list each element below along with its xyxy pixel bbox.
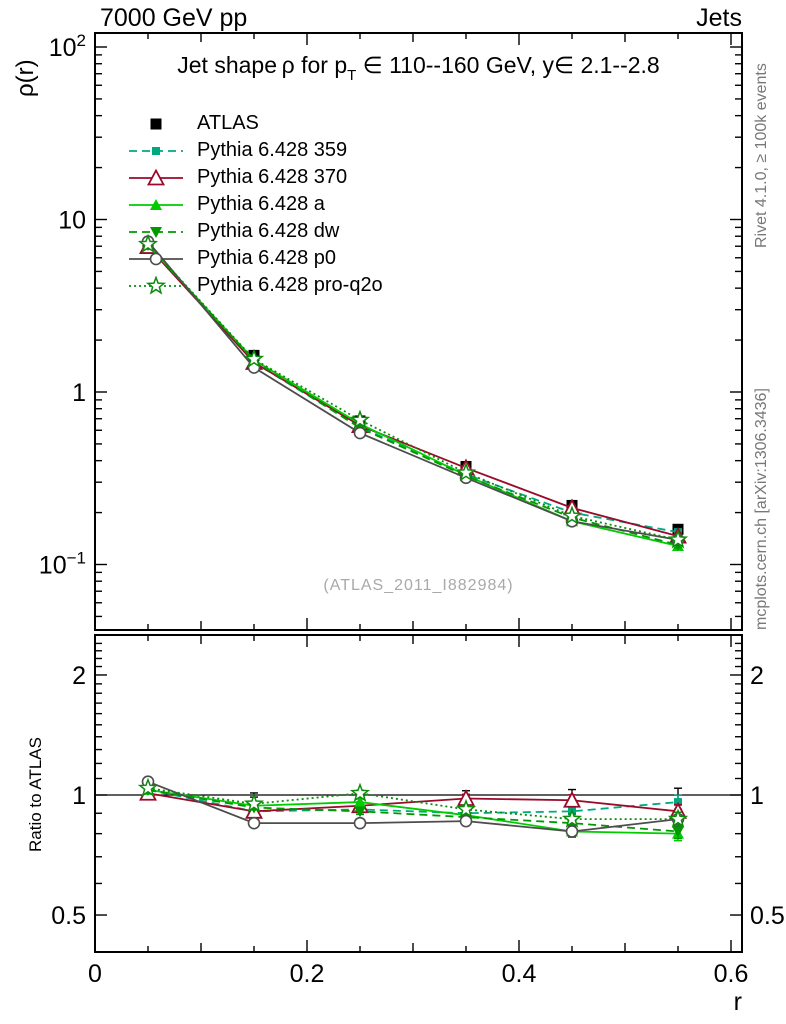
beam-energy-label: 7000 GeV pp (100, 4, 248, 32)
analysis-id-watermark: (ATLAS_2011_I882984) (323, 577, 514, 594)
legend-item-pythia-p0 (128, 245, 383, 272)
svg-text:2: 2 (72, 661, 86, 690)
legend-item-pythia-370 (128, 164, 383, 191)
pythia-370-marker-icon (128, 168, 184, 188)
plot-title-pre: Jet shape ρ for p (177, 52, 348, 78)
pythia-359-marker-icon (128, 141, 184, 161)
legend-label-pythia-p0: Pythia 6.428 p0 (197, 247, 336, 269)
svg-text:0.4: 0.4 (501, 960, 537, 988)
svg-text:10: 10 (58, 206, 86, 235)
legend (128, 110, 383, 299)
svg-text:10−1: $10^{-1}$ (38, 548, 86, 580)
analysis-group-label: Jets (696, 4, 742, 32)
svg-text:102: $10^2$ (48, 31, 86, 62)
ratio-panel-frame (95, 635, 742, 952)
svg-text:1: 1 (72, 782, 86, 810)
svg-text:0.2: 0.2 (289, 960, 325, 988)
svg-text:0.6: 0.6 (713, 960, 749, 988)
legend-label-pythia-370: Pythia 6.428 370 (197, 166, 348, 188)
svg-text:0.5: 0.5 (51, 902, 86, 931)
svg-text:1: 1 (750, 782, 764, 810)
legend-item-pythia-359 (128, 137, 383, 164)
plot-title (95, 52, 742, 84)
pythia-pro-q2o-marker-icon (128, 276, 184, 296)
legend-item-pythia-a (128, 191, 383, 218)
pythia-p0-marker-icon (128, 249, 184, 269)
legend-label-pythia-359: Pythia 6.428 359 (197, 139, 348, 161)
ratio-y-axis-label: Ratio to ATLAS (26, 737, 45, 852)
legend-label-pythia-dw: Pythia 6.428 dw (197, 220, 340, 242)
plot-title-post: ∈ 110--160 GeV, y∈ 2.1--2.8 (356, 52, 660, 78)
svg-text:1: 1 (72, 379, 86, 407)
legend-item-pythia-pro-q2o (128, 272, 383, 299)
svg-text:0.5: 0.5 (750, 902, 785, 931)
legend-item-atlas (128, 110, 383, 137)
mcplots-attribution-note: mcplots.cern.ch [arXiv:1306.3436] (753, 388, 770, 630)
plot-title-subscript: T (347, 67, 357, 84)
svg-text:2: 2 (750, 661, 764, 690)
svg-text:0: 0 (88, 960, 102, 988)
legend-label-pythia-pro-q2o: Pythia 6.428 pro-q2o (197, 274, 383, 296)
legend-label-pythia-a: Pythia 6.428 a (197, 193, 325, 215)
rivet-version-note: Rivet 4.1.0, ≥ 100k events (753, 63, 770, 248)
pythia-dw-marker-icon (128, 222, 184, 242)
legend-label-atlas: ATLAS (197, 112, 259, 134)
x-axis-label: r (733, 988, 742, 1016)
main-y-axis-label: ρ(r) (12, 59, 39, 97)
pythia-a-marker-icon (128, 195, 184, 215)
atlas-marker-icon (128, 114, 184, 134)
legend-item-pythia-dw (128, 218, 383, 245)
